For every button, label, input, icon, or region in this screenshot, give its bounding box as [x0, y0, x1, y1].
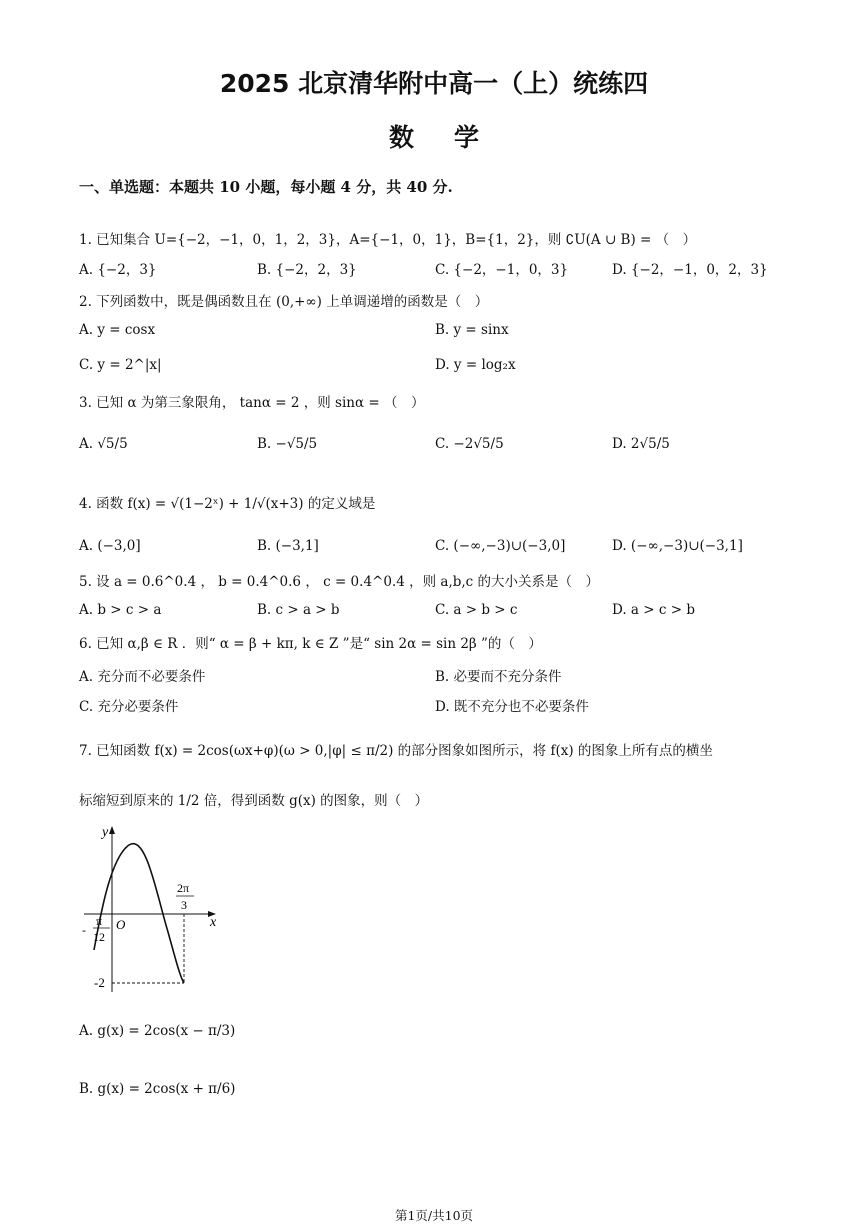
q5-option-c: C. a > b > c: [435, 602, 518, 618]
section-heading: 一、单选题：本题共 10 小题，每小题 4 分，共 40 分.: [79, 178, 453, 196]
neg-x-label-sign: -: [82, 923, 86, 937]
q6-option-d: D. 既不充分也不必要条件: [435, 699, 589, 715]
q2-option-c: C. y = 2^|x|: [79, 357, 162, 373]
q6-option-b: B. 必要而不充分条件: [435, 669, 562, 685]
q2-option-a: A. y = cosx: [79, 322, 156, 338]
q1-option-b: B. {−2，2，3}: [257, 262, 357, 278]
q6-option-a: A. 充分而不必要条件: [79, 669, 206, 685]
q3-option-a: A. √5/5: [79, 436, 128, 452]
question-4-stem: 4. 函数 f(x) = √(1−2ˣ) + 1/√(x+3) 的定义域是: [79, 496, 376, 512]
q5-option-b: B. c > a > b: [257, 602, 340, 618]
q7-function-graph: [80, 822, 230, 1002]
q4-option-c: C. (−∞,−3)∪(−3,0]: [435, 538, 566, 554]
question-6-stem: 6. 已知 α,β ∈ R ．则“ α = β + kπ, k ∈ Z ”是“ sin 2α = sin 2β ”的（ ）: [79, 636, 542, 652]
q5-option-a: A. b > c > a: [79, 602, 162, 618]
neg-x-label-den: 12: [93, 930, 105, 944]
question-1-stem: 1. 已知集合 U={−2，−1，0，1，2，3}，A={−1，0，1}，B={1，2}，则 ∁U(A ∪ B) = （ ）: [79, 232, 697, 248]
question-2-stem: 2. 下列函数中，既是偶函数且在 (0,+∞) 上单调递增的函数是（ ）: [79, 294, 489, 310]
q6-option-c: C. 充分必要条件: [79, 699, 179, 715]
q4-option-a: A. (−3,0]: [79, 538, 141, 554]
y-min-label: -2: [94, 975, 105, 990]
q1-option-c: C. {−2，−1，0，3}: [435, 262, 569, 278]
question-7-stem-cont: 标缩短到原来的 1/2 倍，得到函数 g(x) 的图象，则（ ）: [79, 793, 429, 809]
curve-f-of-x: [94, 844, 184, 983]
q2-option-b: B. y = sinx: [435, 322, 509, 338]
q7-option-a: A. g(x) = 2cos(x − π/3): [79, 1023, 236, 1039]
q1-option-a: A. {−2，3}: [79, 262, 157, 278]
q2-option-d: D. y = log₂x: [435, 357, 516, 373]
q4-option-d: D. (−∞,−3)∪(−3,1]: [612, 538, 743, 554]
subject-title: 数学: [388, 123, 519, 152]
question-5-stem: 5. 设 a = 0.6^0.4 ， b = 0.4^0.6 ， c = 0.4^0.4 ，则 a,b,c 的大小关系是（ ）: [79, 574, 600, 590]
y-axis-arrow: [109, 826, 115, 834]
q1-option-d: D. {−2，−1，0，2，3}: [612, 262, 768, 278]
question-3-stem: 3. 已知 α 为第三象限角， tanα = 2 ，则 sinα = （ ）: [79, 395, 425, 411]
q7-option-b: B. g(x) = 2cos(x + π/6): [79, 1081, 236, 1097]
page-footer: 第1页/共10页: [394, 1208, 474, 1223]
x-axis-label: x: [210, 915, 217, 930]
q3-option-b: B. −√5/5: [257, 436, 318, 452]
pos-x-label-den: 3: [181, 898, 187, 912]
y-axis-label: y: [102, 825, 109, 840]
pos-x-label-num: 2π: [177, 881, 190, 895]
q3-option-c: C. −2√5/5: [435, 436, 504, 452]
neg-x-label-num: π: [96, 914, 103, 928]
q3-option-d: D. 2√5/5: [612, 436, 670, 452]
question-7-stem: 7. 已知函数 f(x) = 2cos(ωx+φ)(ω > 0,|φ| ≤ π/2) 的部分图象如图所示，将 f(x) 的图象上所有点的横坐: [79, 743, 713, 759]
origin-label: O: [116, 917, 126, 932]
q5-option-d: D. a > c > b: [612, 602, 695, 618]
page-title: 2025 北京清华附中高一（上）统练四: [219, 69, 649, 98]
q4-option-b: B. (−3,1]: [257, 538, 319, 554]
